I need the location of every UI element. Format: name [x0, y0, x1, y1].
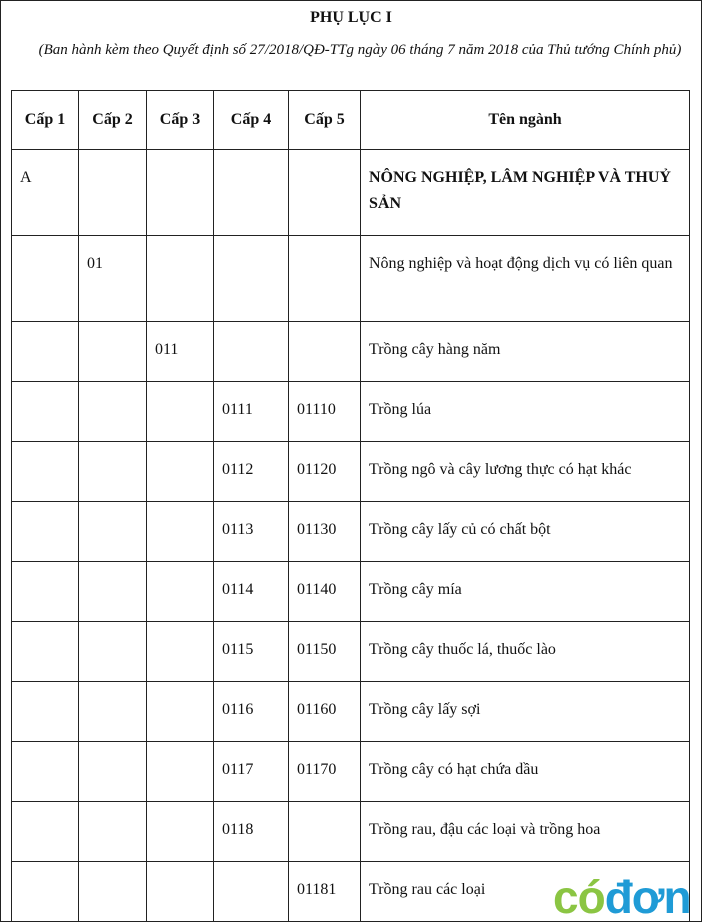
cell-cap-2: 01	[79, 236, 147, 322]
table-row	[12, 382, 690, 442]
cell-cap-5: 01170	[289, 742, 361, 802]
table-row	[12, 322, 690, 382]
cell-cap-5	[289, 236, 361, 322]
cell-cap-1	[12, 562, 79, 622]
cell-cap-1	[12, 622, 79, 682]
document-title: PHỤ LỤC I	[310, 9, 392, 26]
cell-ten-nganh: Nông nghiệp và hoạt động dịch vụ có liên quan	[361, 236, 690, 322]
cell-cap-2	[79, 802, 147, 862]
header-cap-3: Cấp 3	[147, 91, 214, 150]
cell-cap-2	[79, 742, 147, 802]
cell-cap-1	[12, 742, 79, 802]
cell-cap-1	[12, 502, 79, 562]
cell-cap-3	[147, 150, 214, 236]
cell-cap-1: A	[12, 150, 79, 236]
cell-cap-2	[79, 562, 147, 622]
cell-cap-3	[147, 622, 214, 682]
cell-cap-5: 01120	[289, 442, 361, 502]
header-cap-5: Cấp 5	[289, 91, 361, 150]
cell-cap-5	[289, 150, 361, 236]
cell-cap-4: 0118	[214, 802, 289, 862]
cell-cap-1	[12, 442, 79, 502]
header-ten-nganh: Tên ngành	[361, 91, 690, 150]
cell-cap-2	[79, 682, 147, 742]
cell-cap-4: 0111	[214, 382, 289, 442]
cell-cap-4: 0115	[214, 622, 289, 682]
cell-ten-nganh: Trồng cây hàng năm	[361, 322, 690, 382]
cell-ten-nganh: Trồng cây thuốc lá, thuốc lào	[361, 622, 690, 682]
cell-cap-4: 0114	[214, 562, 289, 622]
cell-cap-4: 0113	[214, 502, 289, 562]
cell-cap-2	[79, 150, 147, 236]
cell-cap-2	[79, 862, 147, 922]
cell-cap-1	[12, 682, 79, 742]
cell-cap-5: 01130	[289, 502, 361, 562]
header-cap-1: Cấp 1	[12, 91, 79, 150]
cell-cap-3	[147, 236, 214, 322]
cell-ten-nganh: Trồng cây mía	[361, 562, 690, 622]
cell-cap-2	[79, 622, 147, 682]
cell-ten-nganh: Trồng cây lấy củ có chất bột	[361, 502, 690, 562]
cell-cap-1	[12, 382, 79, 442]
table-row	[12, 802, 690, 862]
cell-ten-nganh: Trồng cây có hạt chứa dầu	[361, 742, 690, 802]
table-row	[12, 150, 690, 236]
codon-watermark-logo: cóđơn	[553, 871, 691, 923]
cell-cap-3	[147, 742, 214, 802]
cell-cap-3: 011	[147, 322, 214, 382]
cell-cap-3	[147, 442, 214, 502]
cell-cap-1	[12, 862, 79, 922]
cell-ten-nganh: NÔNG NGHIỆP, LÂM NGHIỆP VÀ THUỶ SẢN	[361, 150, 690, 236]
cell-cap-4	[214, 150, 289, 236]
table-row	[12, 562, 690, 622]
cell-cap-2	[79, 382, 147, 442]
cell-cap-5: 01110	[289, 382, 361, 442]
table-row	[12, 682, 690, 742]
cell-cap-3	[147, 802, 214, 862]
header-cap-2: Cấp 2	[79, 91, 147, 150]
cell-cap-3	[147, 502, 214, 562]
cell-cap-3	[147, 682, 214, 742]
cell-ten-nganh: Trồng cây lấy sợi	[361, 682, 690, 742]
cell-cap-2	[79, 502, 147, 562]
cell-cap-1	[12, 236, 79, 322]
table-row	[12, 742, 690, 802]
document-subtitle: (Ban hành kèm theo Quyết định số 27/2018/QĐ-TTg ngày 06 tháng 7 năm 2018 của Thủ tướng Chính phủ)	[38, 42, 682, 58]
cell-cap-3	[147, 862, 214, 922]
cell-cap-2	[79, 442, 147, 502]
cell-ten-nganh: Trồng rau, đậu các loại và trồng hoa	[361, 802, 690, 862]
cell-cap-4: 0116	[214, 682, 289, 742]
cell-cap-4	[214, 322, 289, 382]
industry-code-table	[11, 90, 690, 922]
cell-cap-5: 01181	[289, 862, 361, 922]
cell-cap-4: 0117	[214, 742, 289, 802]
cell-cap-5: 01140	[289, 562, 361, 622]
table-header-row	[12, 91, 690, 150]
cell-cap-1	[12, 322, 79, 382]
cell-cap-5: 01160	[289, 682, 361, 742]
cell-ten-nganh: Trồng ngô và cây lương thực có hạt khác	[361, 442, 690, 502]
cell-cap-5	[289, 322, 361, 382]
cell-ten-nganh: Trồng lúa	[361, 382, 690, 442]
table-row	[12, 236, 690, 322]
cell-cap-3	[147, 382, 214, 442]
cell-cap-5: 01150	[289, 622, 361, 682]
header-cap-4: Cấp 4	[214, 91, 289, 150]
cell-ten-nganh: Trồng rau các loại	[361, 862, 690, 922]
cell-cap-4	[214, 862, 289, 922]
table-row	[12, 442, 690, 502]
cell-cap-4	[214, 236, 289, 322]
table-row	[12, 502, 690, 562]
table-row	[12, 622, 690, 682]
cell-cap-3	[147, 562, 214, 622]
cell-cap-5	[289, 802, 361, 862]
cell-cap-2	[79, 322, 147, 382]
cell-cap-4: 0112	[214, 442, 289, 502]
cell-cap-1	[12, 802, 79, 862]
